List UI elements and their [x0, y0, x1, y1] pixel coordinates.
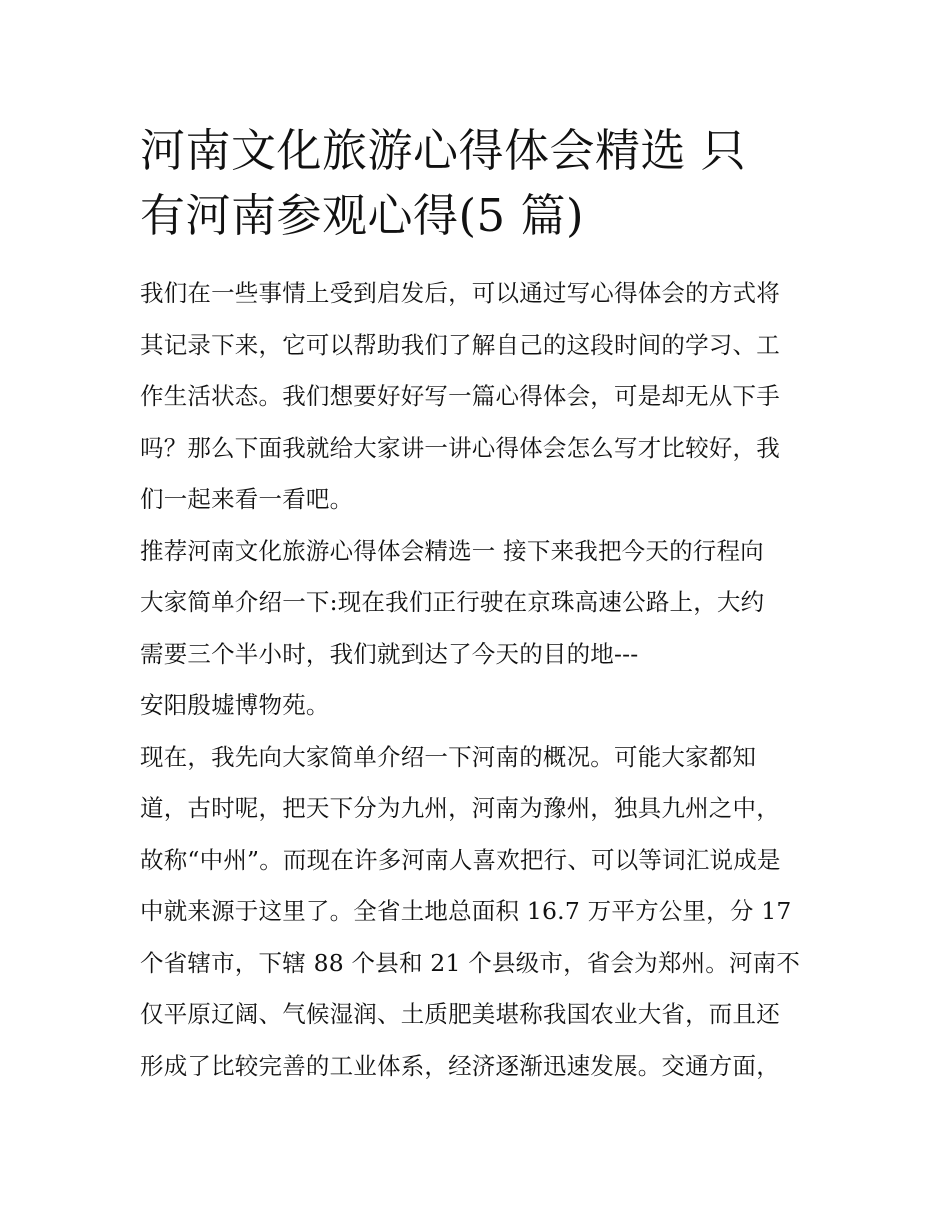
text-line: 安阳殷墟博物苑。 — [140, 691, 330, 719]
text-line: 我们在一些事情上受到启发后，可以通过写心得体会的方式将 — [140, 279, 780, 307]
text-line: 需要三个半小时，我们就到达了今天的目的地--- — [140, 639, 639, 668]
text-line: 个省辖市，下辖 88 个县和 21 个县级市，省会为郑州。河南不 — [140, 948, 801, 977]
paragraph-overview — [140, 732, 820, 1093]
text-line: 故称“中州”。而现在许多河南人喜欢把行、可以等词汇说成是 — [140, 845, 781, 874]
text-line: 现在，我先向大家简单介绍一下河南的概况。可能大家都知 — [140, 742, 757, 771]
text-line: 作生活状态。我们想要好好写一篇心得体会，可是却无从下手 — [140, 382, 780, 410]
document-page — [140, 118, 820, 1092]
paragraph-intro — [140, 268, 820, 526]
text-line: 推荐河南文化旅游心得体会精选一 接下来我把今天的行程向 — [140, 536, 764, 565]
text-line: 大家简单介绍一下:现在我们正行驶在京珠高速公路上，大约 — [140, 588, 765, 616]
text-line: 吗？那么下面我就给大家讲一讲心得体会怎么写才比较好，我 — [140, 433, 780, 462]
paragraph-itinerary — [140, 526, 820, 732]
text-line: 中就来源于这里了。全省土地总面积 16.7 万平方公里，分 17 — [140, 897, 792, 925]
text-line: 们一起来看一看吧。 — [140, 485, 354, 513]
text-line: 仅平原辽阔、气候湿润、土质肥美堪称我国农业大省，而且还 — [140, 1000, 780, 1028]
title-line: 河南文化旅游心得体会精选 只 — [140, 124, 747, 177]
document-title — [140, 118, 820, 248]
text-line: 其记录下来，它可以帮助我们了解自己的这段时间的学习、工 — [140, 330, 780, 359]
text-line: 形成了比较完善的工业体系，经济逐渐迅速发展。交通方面， — [140, 1051, 780, 1080]
title-line: 有河南参观心得(5 篇) — [140, 189, 585, 242]
text-line: 道，古时呢，把天下分为九州，河南为豫州，独具九州之中， — [140, 794, 780, 822]
